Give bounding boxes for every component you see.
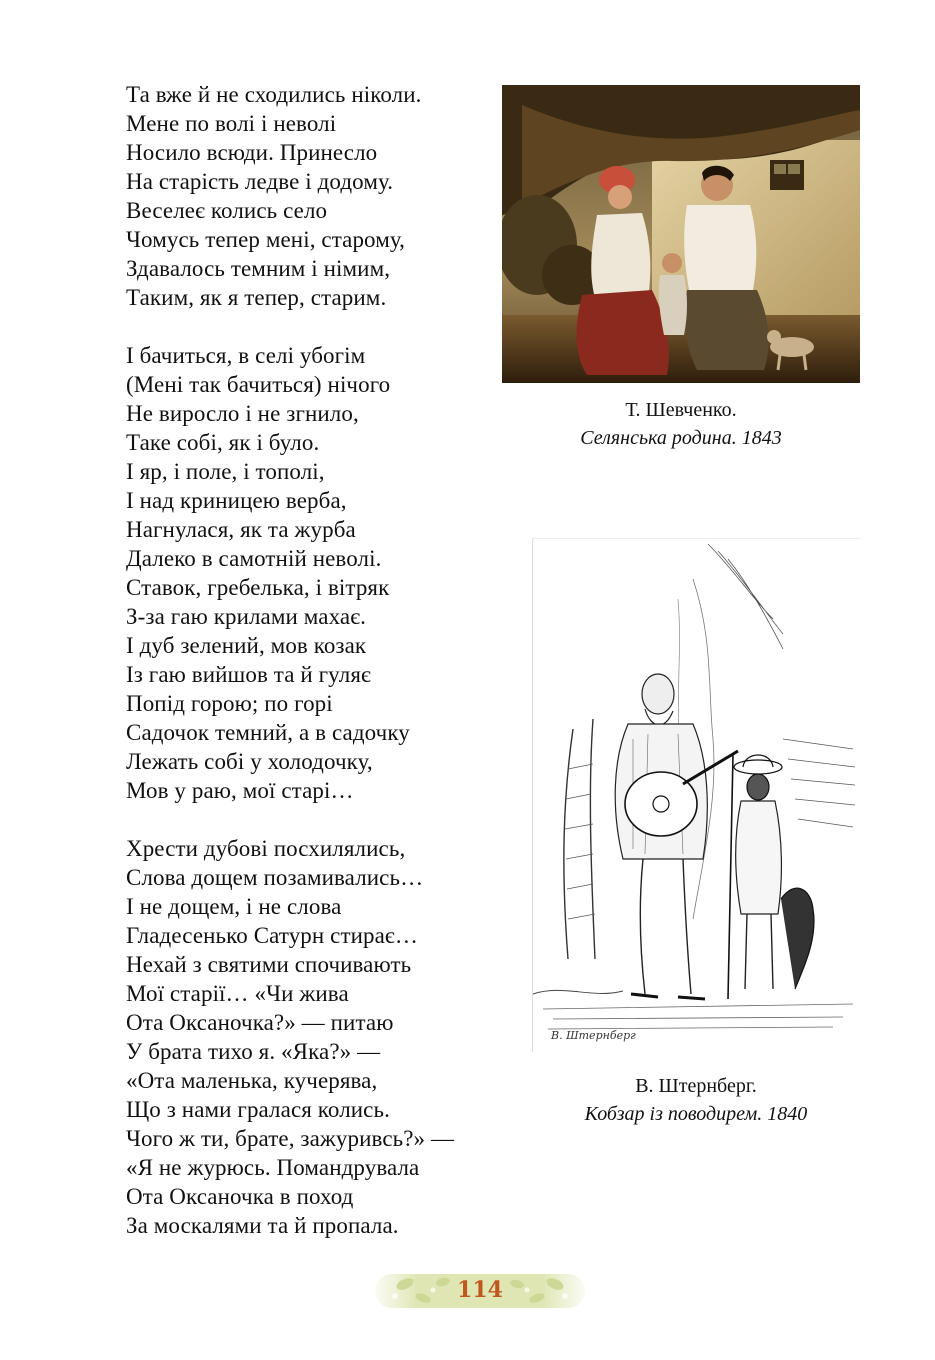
caption-engraving — [532, 1072, 860, 1128]
poem-line: Мов у раю, мої старі… — [126, 778, 354, 803]
poem-line: Чого ж ти, брате, зажуривсь?» — — [126, 1126, 455, 1151]
caption-title: Селянська родина. 1843 — [580, 427, 782, 449]
poem-line: У брата тихо я. «Яка?» — — [126, 1039, 381, 1064]
stanza — [126, 834, 506, 1240]
caption-author: Т. Шевченко. — [625, 399, 737, 421]
poem-line: Нехай з святими спочивають — [126, 952, 412, 977]
engraving-signature: В. Штернберг — [551, 1029, 636, 1042]
caption-painting — [502, 396, 860, 452]
poem-line: За москалями та й пропала. — [126, 1213, 399, 1238]
poem-line: Таким, як я тепер, старим. — [126, 285, 387, 310]
poem-line: Таке собі, як і було. — [126, 430, 320, 455]
poem-line: Із гаю вийшов та й гуляє — [126, 662, 371, 687]
poem-line: Не виросло і не згнило, — [126, 401, 359, 426]
poem-line: Що з нами гралася колись. — [126, 1097, 390, 1122]
poem-line: І яр, і поле, і тополі, — [126, 459, 325, 484]
poem-line: Веселеє колись село — [126, 198, 328, 223]
poem-line: Та вже й не сходились ніколи. — [126, 82, 422, 107]
engraving-kobzar — [532, 538, 860, 1052]
poem — [126, 80, 506, 1269]
poem-line: Слова дощем позамивались… — [126, 865, 424, 890]
poem-line: Мої старії… «Чи жива — [126, 981, 349, 1006]
poem-line: Здавалось темним і німим, — [126, 256, 391, 281]
poem-line: Хрести дубові посхилялись, — [126, 836, 406, 861]
page-footer-ornament — [375, 1268, 585, 1314]
poem-line: Носило всюди. Принесло — [126, 140, 378, 165]
poem-line: Попід горою; по горі — [126, 691, 333, 716]
poem-line: Ота Оксаночка?» — питаю — [126, 1010, 394, 1035]
poem-line: Ставок, гребелька, і вітряк — [126, 575, 390, 600]
poem-line: Гладесенько Сатурн стирає… — [126, 923, 418, 948]
caption-author: В. Штернберг. — [635, 1075, 757, 1097]
poem-line: Нагнулася, як та журба — [126, 517, 356, 542]
poem-line: Мене по волі і неволі — [126, 111, 337, 136]
poem-line: На старість ледве і додому. — [126, 169, 394, 194]
poem-line: Садочок темний, а в садочку — [126, 720, 410, 745]
poem-line: Далеко в самотній неволі. — [126, 546, 382, 571]
poem-line: І бачиться, в селі убогім — [126, 343, 366, 368]
caption-title: Кобзар із поводирем. 1840 — [584, 1103, 808, 1125]
stanza — [126, 341, 506, 805]
poem-line: І дуб зелений, мов козак — [126, 633, 367, 658]
poem-line: «Ота маленька, кучерява, — [126, 1068, 378, 1093]
stanza — [126, 80, 506, 312]
poem-line: «Я не журюсь. Помандрувала — [126, 1155, 420, 1180]
poem-line: З-за гаю крилами махає. — [126, 604, 367, 629]
poem-line: Лежать собі у холодочку, — [126, 749, 373, 774]
poem-line: І не дощем, і не слова — [126, 894, 342, 919]
poem-line: І над криницею верба, — [126, 488, 347, 513]
poem-line: Чомусь тепер мені, старому, — [126, 227, 406, 252]
poem-line: (Мені так бачиться) нічого — [126, 372, 391, 397]
page-number: 114 — [457, 1277, 503, 1303]
poem-line: Ота Оксаночка в поход — [126, 1184, 354, 1209]
painting-peasant-family — [502, 85, 860, 383]
